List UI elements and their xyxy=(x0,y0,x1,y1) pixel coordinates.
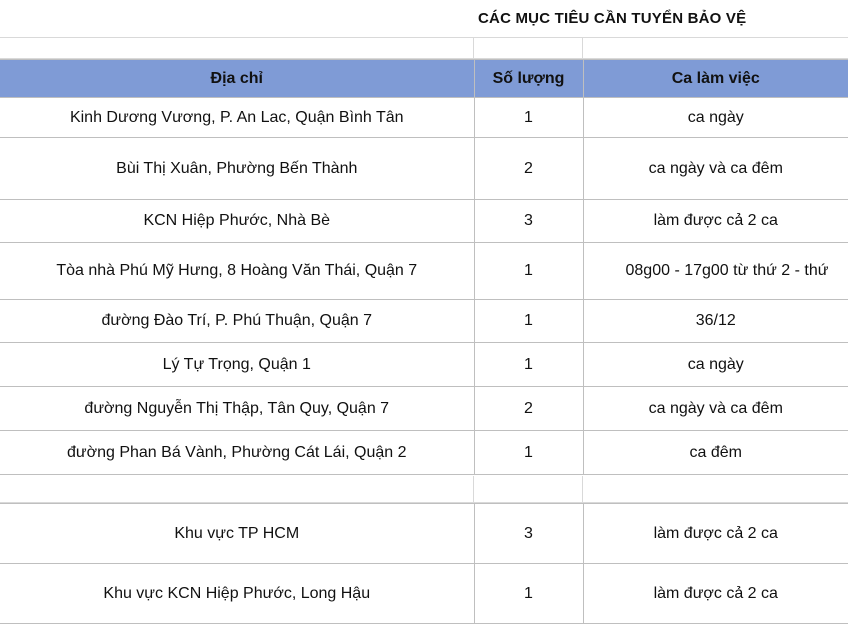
gridline xyxy=(582,38,583,59)
quantity-cell: 1 xyxy=(474,300,583,343)
shift-cell: làm được cả 2 ca xyxy=(583,200,848,243)
table-row xyxy=(0,300,848,343)
quantity-cell: 3 xyxy=(474,200,583,243)
sheet-title: CÁC MỤC TIÊU CẦN TUYỂN BẢO VỆ xyxy=(478,10,747,27)
table-row xyxy=(0,243,848,300)
table-row xyxy=(0,343,848,387)
quantity-cell: 1 xyxy=(474,98,583,138)
shift-cell xyxy=(583,243,848,300)
blank-row xyxy=(0,476,848,503)
quantity-cell: 2 xyxy=(474,387,583,431)
gridline xyxy=(582,476,583,503)
quantity-cell: 1 xyxy=(474,431,583,475)
shift-cell: làm được cả 2 ca xyxy=(583,504,848,564)
shift-cell: ca đêm xyxy=(583,431,848,475)
blank-row xyxy=(0,38,848,59)
shift-text: 08g00 - 17g00 từ thứ 2 - thứ xyxy=(625,262,829,279)
address-cell: Bùi Thị Xuân, Phường Bến Thành xyxy=(0,138,474,200)
table-row xyxy=(0,98,848,138)
table-header-row xyxy=(0,60,848,98)
address-cell: Lý Tự Trọng, Quận 1 xyxy=(0,343,474,387)
shift-cell: ca ngày xyxy=(583,343,848,387)
quantity-cell: 2 xyxy=(474,138,583,200)
shift-cell: ca ngày và ca đêm xyxy=(583,387,848,431)
shift-cell: ca ngày xyxy=(583,98,848,138)
address-cell: Khu vực KCN Hiệp Phước, Long Hậu xyxy=(0,564,474,624)
table-row xyxy=(0,138,848,200)
address-cell: đường Đào Trí, P. Phú Thuận, Quận 7 xyxy=(0,300,474,343)
address-cell: KCN Hiệp Phước, Nhà Bè xyxy=(0,200,474,243)
table-row xyxy=(0,504,848,564)
title-row xyxy=(0,0,848,38)
table-row xyxy=(0,431,848,475)
header-quantity: Số lượng xyxy=(474,60,583,98)
table-row xyxy=(0,564,848,624)
quantity-cell: 1 xyxy=(474,564,583,624)
address-cell: Tòa nhà Phú Mỹ Hưng, 8 Hoàng Văn Thái, Quận 7 xyxy=(0,243,474,300)
address-cell: Kinh Dương Vương, P. An Lac, Quận Bình Tân xyxy=(0,98,474,138)
quantity-cell: 1 xyxy=(474,243,583,300)
header-address: Địa chỉ xyxy=(0,60,474,98)
table-row xyxy=(0,200,848,243)
targets-table xyxy=(0,59,848,475)
address-cell: đường Phan Bá Vành, Phường Cát Lái, Quận 2 xyxy=(0,431,474,475)
shift-cell: ca ngày và ca đêm xyxy=(583,138,848,200)
quantity-cell: 1 xyxy=(474,343,583,387)
gridline xyxy=(473,38,474,59)
quantity-cell: 3 xyxy=(474,504,583,564)
region-table xyxy=(0,503,848,624)
shift-cell: làm được cả 2 ca xyxy=(583,564,848,624)
address-cell: Khu vực TP HCM xyxy=(0,504,474,564)
address-cell: đường Nguyễn Thị Thập, Tân Quy, Quận 7 xyxy=(0,387,474,431)
shift-cell: 36/12 xyxy=(583,300,848,343)
header-shift: Ca làm việc xyxy=(583,60,848,98)
table-row xyxy=(0,387,848,431)
gridline xyxy=(473,476,474,503)
